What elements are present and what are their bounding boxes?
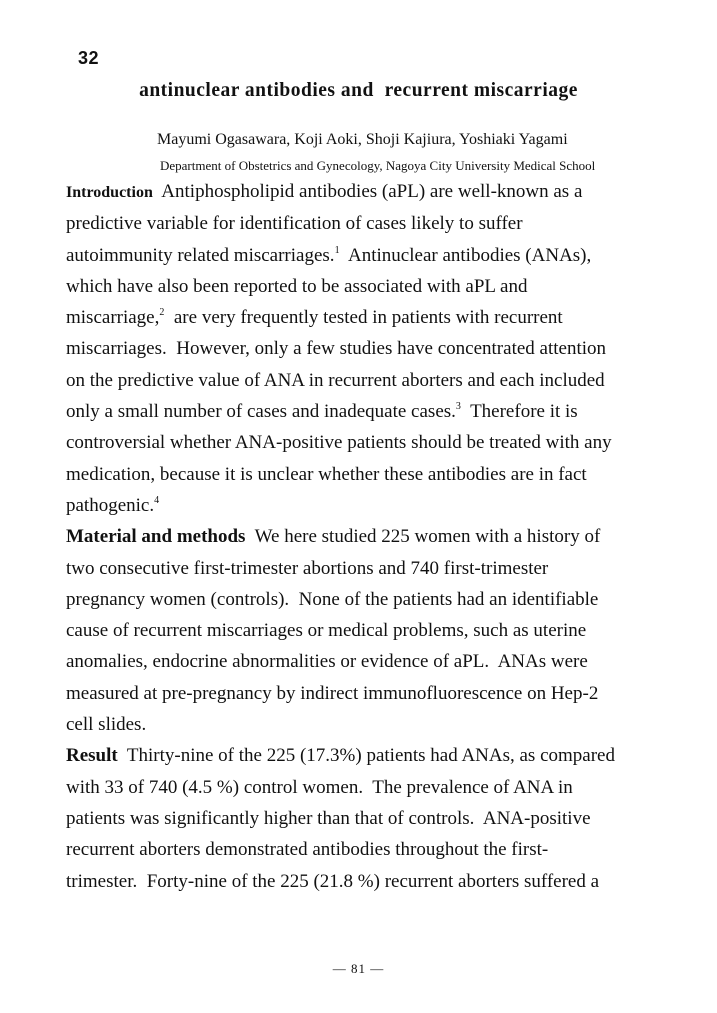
article-body [66, 176, 662, 897]
reference-marker: 1 [334, 244, 340, 256]
introduction-heading: Introduction [66, 184, 153, 201]
author-list: Mayumi Ogasawara, Koji Aoki, Shoji Kajiura, Yoshiaki Yagami [157, 131, 568, 148]
text-span: pathogenic. [66, 494, 155, 516]
text-line: medication, because it is unclear whether these antibodies are in fact [66, 463, 587, 485]
author-affiliation: Department of Obstetrics and Gynecology, Nagoya City University Medical School [160, 158, 596, 173]
text-line [66, 302, 662, 333]
text-line: cause of recurrent miscarriages or medical problems, such as uterine [66, 620, 587, 642]
methods-paragraph [66, 521, 662, 740]
text-span: Antiphospholipid antibodies (aPL) are well-known as a [161, 181, 583, 202]
reference-marker: 4 [154, 494, 160, 506]
text-line: pregnancy women (controls). None of the patients had an identifiable [66, 588, 599, 610]
text-line [66, 396, 662, 427]
text-span: Therefore it is [470, 401, 578, 423]
reference-marker: 3 [455, 401, 461, 413]
text-line [66, 176, 662, 208]
bottom-page-number: — 81 — [332, 961, 385, 976]
text-line: which have also been reported to be associated with aPL and [66, 275, 528, 297]
text-span: miscarriage, [66, 307, 160, 329]
result-paragraph [66, 740, 662, 896]
result-heading: Result [66, 745, 118, 767]
text-line [66, 740, 662, 771]
text-line: cell slides. [66, 714, 147, 736]
top-page-number: 32 [78, 48, 100, 68]
text-span: We here studied 225 women with a history of [254, 526, 601, 548]
text-span: Antinuclear antibodies (ANAs), [348, 244, 592, 266]
text-line: on the predictive value of ANA in recurrent aborters and each included [66, 369, 605, 391]
text-span: Thirty-nine of the 225 (17.3%) patients had ANAs, as compared [126, 745, 615, 767]
text-line [66, 240, 662, 271]
text-line: predictive variable for identification of cases likely to suffer [66, 213, 523, 235]
article-title: antinuclear antibodies and recurrent miscarriage [139, 80, 578, 101]
text-line: measured at pre-pregnancy by indirect immunofluorescence on Hep-2 [66, 682, 599, 704]
text-line: recurrent aborters demonstrated antibodies throughout the first- [66, 839, 549, 861]
text-line [66, 521, 662, 552]
text-span: autoimmunity related miscarriages. [66, 244, 335, 266]
introduction-paragraph [66, 176, 662, 521]
text-line [66, 490, 662, 521]
methods-heading: Material and methods [66, 526, 246, 548]
text-line: miscarriages. However, only a few studies have concentrated attention [66, 338, 607, 360]
text-span: are very frequently tested in patients with recurrent [173, 307, 563, 329]
text-line: patients was significantly higher than that of controls. ANA-positive [66, 807, 591, 829]
reference-marker: 2 [159, 307, 165, 319]
text-line: trimester. Forty-nine of the 225 (21.8 %) recurrent aborters suffered a [66, 870, 600, 892]
text-line: controversial whether ANA-positive patients should be treated with any [66, 432, 612, 454]
text-line: with 33 of 740 (4.5 %) control women. The prevalence of ANA in [66, 776, 573, 798]
text-line: anomalies, endocrine abnormalities or evidence of aPL. ANAs were [66, 651, 588, 673]
text-line: two consecutive first-trimester abortions and 740 first-trimester [66, 557, 549, 579]
text-span: only a small number of cases and inadequate cases. [66, 401, 456, 423]
